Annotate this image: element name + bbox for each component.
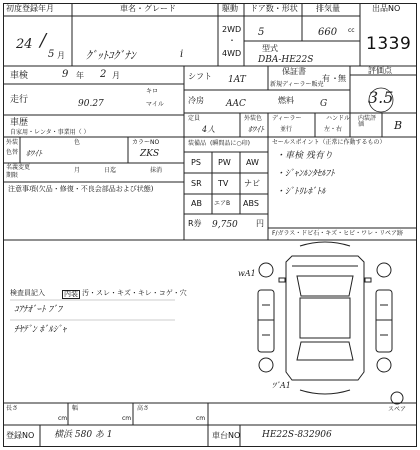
name-grade-label: 車名・グレード: [120, 4, 176, 13]
diagram-mark-front: wA1: [238, 269, 256, 278]
inspection-year-unit: 年: [76, 71, 84, 80]
equip-sr: SR: [191, 179, 202, 188]
name-change-deadline: 期限: [6, 172, 19, 179]
handle-label: ハンドル: [326, 115, 351, 122]
spare-label: スペア: [388, 406, 407, 413]
glass-row: F/ガラス・ドビ石・キズ・ヒビ・ワレ・リペア跡: [272, 230, 404, 237]
first-reg-month: 5: [48, 49, 55, 60]
warranty-no: 無: [338, 74, 346, 83]
mileage-unit-km: キロ: [146, 88, 159, 95]
aircon-value: AAC: [226, 99, 246, 109]
lot-no-value: 1339: [366, 34, 412, 54]
frame-no-value: HE22S-832906: [262, 430, 332, 440]
dealer-value: 並行: [280, 126, 293, 133]
drive-4wd: 4WD: [222, 49, 242, 58]
model-label: 型式: [262, 44, 278, 53]
reg-no-label: 登録NO: [6, 431, 35, 440]
history-options: 自家用・レンタ・事業用（ ）: [10, 129, 90, 136]
cc-unit: cc: [348, 27, 355, 34]
sales-point-2: ・ｼﾞｬﾝﾙﾝﾀｾﾙﾌﾄ: [276, 169, 335, 179]
inspector-interior-label: 内装: [64, 290, 78, 298]
interior-value: B: [394, 119, 403, 132]
history-label: 車歴: [10, 118, 29, 128]
first-reg-year: 24: [16, 37, 33, 52]
color-code-value: ZKS: [140, 149, 160, 159]
mileage-label: 走行: [10, 95, 29, 105]
doors-label: ドア数・形状: [250, 4, 298, 13]
doors-value: 5: [258, 27, 265, 38]
model-value: DBA-HE22S: [258, 55, 314, 65]
fuel-label: 燃料: [278, 96, 294, 105]
cc-value: 660: [318, 27, 338, 38]
width-label: 幅: [72, 405, 79, 412]
car-name-value: ｸﾞｯﾄｺｸﾞﾅﾝ: [86, 49, 136, 62]
sales-point-label: セールスポイント（正常に作動するもの）: [272, 139, 386, 146]
height-label: 高さ: [137, 405, 150, 412]
notes-label: 注意事項(欠品・修復・不良会部品および状態): [8, 185, 154, 193]
equipment-label: 装備品: [188, 140, 207, 147]
dealer-label: ディーラー: [272, 115, 302, 122]
score-value: 3.5: [368, 88, 394, 107]
color-change-label: 色替: [6, 149, 19, 156]
mileage-value: 90.27: [78, 99, 104, 109]
name-change-month: 月: [74, 167, 81, 174]
sales-point-1: ・車検 残有り: [276, 151, 333, 161]
name-change-label: 名義変更: [6, 164, 31, 171]
inspector-line-1: ｺｱﾅｵﾞｰﾄ ﾌﾞﾌ: [14, 305, 62, 315]
ext-color-label: 外装色: [244, 115, 263, 122]
sales-point-3: ・ｼﾞﾄﾘﾚﾎﾞﾄﾙ: [276, 187, 326, 197]
handle-value: 左・右: [324, 126, 343, 133]
capacity-value: 4人: [202, 125, 216, 134]
frame-no-label: 車台NO: [212, 431, 241, 440]
inspection-year: 9: [62, 69, 69, 80]
length-label: 長さ: [6, 405, 19, 412]
shift-value: 1AT: [228, 75, 246, 85]
equip-aw: AW: [246, 158, 259, 167]
inspection-month-unit: 月: [112, 71, 120, 80]
aircon-label: 冷房: [188, 96, 204, 105]
inspection-month: 2: [100, 69, 107, 80]
color-code-label: カラーNO: [132, 139, 160, 146]
inspector-label: 検査員記入: [10, 289, 45, 297]
ext-color-value: ﾎﾜｲﾄ: [248, 125, 264, 134]
recycle-value: 9,750: [212, 220, 238, 230]
first-reg-month-unit: 月: [57, 51, 65, 60]
name-change-fail: 抹消: [150, 167, 163, 174]
equip-abs: ABS: [243, 199, 259, 208]
recycle-unit: 円: [256, 219, 264, 228]
recycle-label: R券: [188, 219, 202, 228]
equip-pw: PW: [218, 158, 231, 167]
color-outer-label: 外装: [6, 139, 19, 146]
inspector-line-2: ﾁﾔﾃﾞﾝ ﾎﾞﾙｼﾞｬ: [14, 325, 67, 335]
drive-label: 駆動: [222, 4, 238, 13]
color-label: 色: [74, 139, 81, 146]
displacement-label: 排気量: [316, 4, 340, 13]
name-change-day: 日迄: [104, 167, 117, 174]
score-label: 評価点: [368, 66, 392, 75]
warranty-label: 保証書: [282, 67, 306, 76]
drive-dot: ・: [228, 36, 236, 45]
car-diagram: [258, 242, 403, 404]
equipment-note: (瞬間品に○印): [210, 140, 250, 147]
equip-airb: エアB: [214, 200, 231, 207]
interior-label: 内装評価: [358, 115, 377, 128]
lot-no-label: 出品NO: [372, 4, 401, 13]
diagram-mark-rear: ﾂﾞA1: [272, 381, 291, 390]
drive-2wd: 2WD: [222, 25, 242, 34]
inspector-interior-options: 汚・スレ・キズ・キレ・コゲ・穴: [82, 289, 187, 297]
equip-ps: PS: [191, 158, 201, 167]
equip-navi: ナビ: [244, 179, 260, 188]
capacity-label: 定員: [188, 115, 201, 122]
mileage-unit-mile: マイル: [146, 101, 164, 108]
warranty-sub: 新規ディーラー販売: [270, 81, 324, 88]
first-reg-label: 初度登録年月: [6, 4, 54, 13]
equip-ab: AB: [191, 199, 202, 208]
reg-no-value: 横浜 580 あ 1: [54, 430, 113, 440]
height-unit: cm: [196, 415, 206, 422]
car-grade-suffix: i: [180, 49, 184, 60]
color-outer-value: ﾎﾜｲﾄ: [26, 149, 42, 158]
shift-label: シフト: [188, 72, 212, 81]
warranty-dot: ・: [331, 74, 339, 83]
width-unit: cm: [122, 415, 132, 422]
length-unit: cm: [58, 415, 68, 422]
inspection-label: 車検: [10, 71, 29, 81]
fuel-value: G: [320, 99, 328, 109]
warranty-yes: 有: [322, 74, 330, 83]
equip-tv: TV: [218, 179, 229, 188]
first-reg-slash: /: [40, 30, 47, 51]
